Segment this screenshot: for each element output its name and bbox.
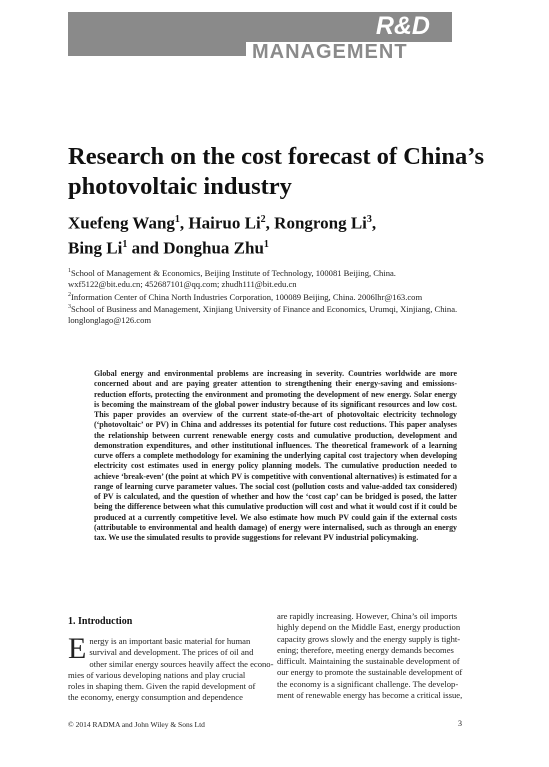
body-text-line: mies of various developing nations and play crucial bbox=[68, 669, 246, 680]
left-column-lines bbox=[68, 632, 274, 704]
body-text-line: the economy, energy consumption and dependence bbox=[68, 692, 243, 703]
copyright-notice: © 2014 RADMA and John Wiley & Sons Ltd bbox=[68, 720, 205, 729]
body-text-line: survival and development. The prices of oil and bbox=[89, 647, 254, 658]
author-name: Hairuo Li bbox=[188, 213, 261, 233]
section-heading: 1. Introduction bbox=[68, 616, 133, 627]
journal-masthead bbox=[68, 12, 452, 63]
author-name: Bing Li bbox=[68, 238, 123, 258]
affiliation-text: School of Business and Management, Xinjiang University of Finance and Economics, Urumqi, Xinjiang, China. longlonglago@126.com bbox=[68, 304, 458, 326]
author-separator: , bbox=[179, 213, 189, 233]
article-title: Research on the cost forecast of China’s photovoltaic industry bbox=[68, 143, 484, 200]
author-name: Xuefeng Wang bbox=[68, 213, 175, 233]
author-affiliation-marker: 1 bbox=[263, 238, 269, 250]
affiliation-item bbox=[68, 266, 458, 290]
body-text-line: difficult. Maintaining the sustainable development of bbox=[277, 656, 460, 667]
author-list bbox=[68, 209, 488, 258]
author-name: Rongrong Li bbox=[274, 213, 367, 233]
author-affiliation-marker: 1 bbox=[122, 238, 128, 250]
author-separator: , bbox=[265, 213, 275, 233]
journal-logo-rd: R&D bbox=[375, 12, 430, 40]
author-separator: and bbox=[127, 238, 164, 258]
body-text-line: highly depend on the Middle East, energy production bbox=[277, 622, 461, 633]
page-number: 3 bbox=[458, 719, 462, 728]
affiliation-marker: 2 bbox=[68, 291, 71, 298]
body-text-line: ening; therefore, meeting energy demands becomes bbox=[277, 644, 454, 655]
body-text-line: nergy is an important basic material for human bbox=[89, 636, 251, 646]
affiliation-text: School of Management & Economics, Beijing Institute of Technology, 100081 Beijing, China. wxf5122@bit.edu.cn; 452687101@qq.com; zhudh111@bit.edu.cn bbox=[68, 267, 396, 289]
author-name: Donghua Zhu bbox=[163, 238, 264, 258]
affiliation-marker: 3 bbox=[68, 304, 71, 311]
author-affiliation-marker: 2 bbox=[260, 214, 266, 225]
body-column-right bbox=[277, 611, 467, 701]
body-text-line: our energy to promote the sustainable development of bbox=[277, 667, 463, 678]
affiliation-marker: 1 bbox=[68, 268, 71, 274]
body-text-line: roles in shaping them. Given the rapid development of bbox=[68, 681, 256, 692]
body-text-line: capacity grows slowly and the energy supply is tight- bbox=[277, 633, 461, 644]
author-separator: , bbox=[371, 213, 377, 233]
author-affiliation-marker: 1 bbox=[174, 214, 180, 225]
body-text-line: other similar energy sources heavily affect the econo- bbox=[89, 658, 274, 669]
affiliations bbox=[68, 266, 458, 326]
journal-logo-management: MANAGEMENT bbox=[252, 41, 408, 63]
journal-logo-management-box bbox=[246, 42, 476, 66]
body-text-line: are rapidly increasing. However, China’s oil imports bbox=[277, 611, 458, 621]
affiliation-item bbox=[68, 302, 458, 326]
author-affiliation-marker: 3 bbox=[366, 214, 372, 225]
body-column-left bbox=[68, 632, 274, 704]
body-text-line: the economy is a significant challenge. The develop- bbox=[277, 678, 459, 689]
drop-cap: E bbox=[68, 632, 87, 665]
affiliation-text: Information Center of China North Industries Corporation, 100089 Beijing, China. 2006lhr@163.com bbox=[71, 291, 423, 302]
abstract-text: Global energy and environmental problems are increasing in severity. Countries worldwide are more concerned about and are paying greater attention to strengthening their energy-saving and emissions-reduction efforts, protecting the environment and promoting the development of new energy. Solar energy is becoming the mainstream of the global power industry because of its significant resources and low cost. This paper provides an overview of the current state-of-the-art of photovoltaic electricity technology (‘photovoltaic’ or PV) in China and addresses its potential for future cost reductions. This paper analyses the relationship between current renewable energy costs and cumulative production, development and demonstration expenditures, and other institutional influences. The theoretical framework of a learning curve offers a complete methodology for examining the underlying capital cost trajectory when developing electricity cost estimates used in energy policy planning models. The cumulative production needed to achieve ‘break-even’ (the point at which PV is competitive with conventional alternatives) is estimated for a range of learning curve parameter values. The social cost (pollution costs and value-added tax considered) of PV is calculated, and the question of whether and how the ‘cost cap’ can be bridged is posed, the latter being the difference between what this cumulative production will cost and what it would cost if it could be produced at a currently competitive level. We also estimate how much PV could gain if the external costs (attributable to environmental and health damage) of energy were internalised, such as through an energy tax. We use the simulated results to provide suggestions for relevant PV industrial policymaking. bbox=[94, 369, 457, 542]
affiliation-item bbox=[68, 290, 458, 303]
body-text-line: ment of renewable energy has become a critical issue, bbox=[277, 690, 463, 701]
